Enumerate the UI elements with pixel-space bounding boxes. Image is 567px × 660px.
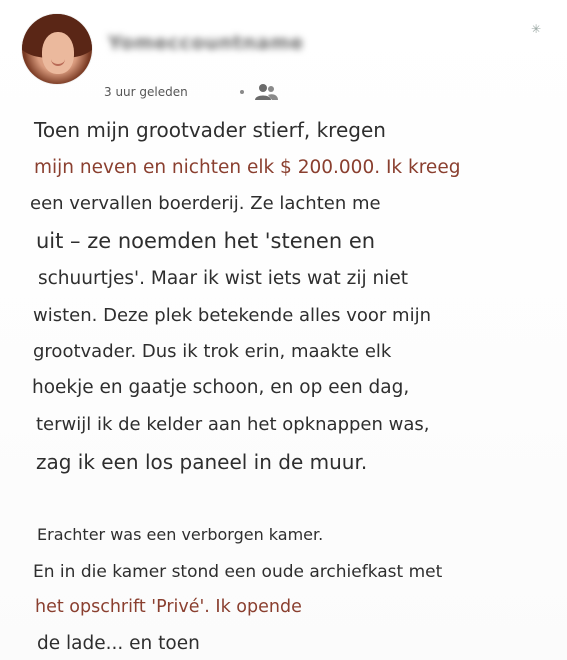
post-text-line: Toen mijn grootvader stierf, kregen bbox=[34, 118, 386, 142]
post-text-line: wisten. Deze plek betekende alles voor mijn bbox=[33, 305, 431, 326]
post-text-line: de lade... en toen bbox=[37, 633, 200, 654]
post-text-line: terwijl ik de kelder aan het opknappen was, bbox=[36, 414, 430, 435]
meta-separator-dot bbox=[240, 90, 244, 94]
post-text-line: mijn neven en nichten elk $ 200.000. Ik kreeg bbox=[34, 157, 461, 178]
post-text-line: uit – ze noemden het 'stenen en bbox=[36, 229, 376, 253]
group-icon[interactable] bbox=[254, 83, 278, 101]
timestamp[interactable]: 3 uur geleden bbox=[104, 85, 188, 99]
post-text-line: zag ik een los paneel in de muur. bbox=[36, 450, 368, 474]
post-text-line: grootvader. Dus ik trok erin, maakte elk bbox=[33, 341, 392, 362]
post-meta bbox=[104, 83, 278, 101]
post-text-line: Erachter was een verborgen kamer. bbox=[37, 525, 324, 544]
username[interactable]: Yomeccountname bbox=[108, 32, 304, 54]
sparkle-icon: ✳ bbox=[530, 22, 541, 36]
post-text-line: schuurtjes'. Maar ik wist iets wat zij niet bbox=[38, 268, 409, 289]
avatar[interactable] bbox=[22, 14, 92, 84]
post-text-line: En in die kamer stond een oude archiefkast met bbox=[33, 562, 443, 582]
post-text-line: het opschrift 'Privé'. Ik opende bbox=[35, 597, 302, 617]
post-text-line: een vervallen boerderij. Ze lachten me bbox=[30, 193, 381, 214]
post-text-line: hoekje en gaatje schoon, en op een dag, bbox=[32, 377, 410, 398]
avatar-face bbox=[42, 32, 74, 74]
